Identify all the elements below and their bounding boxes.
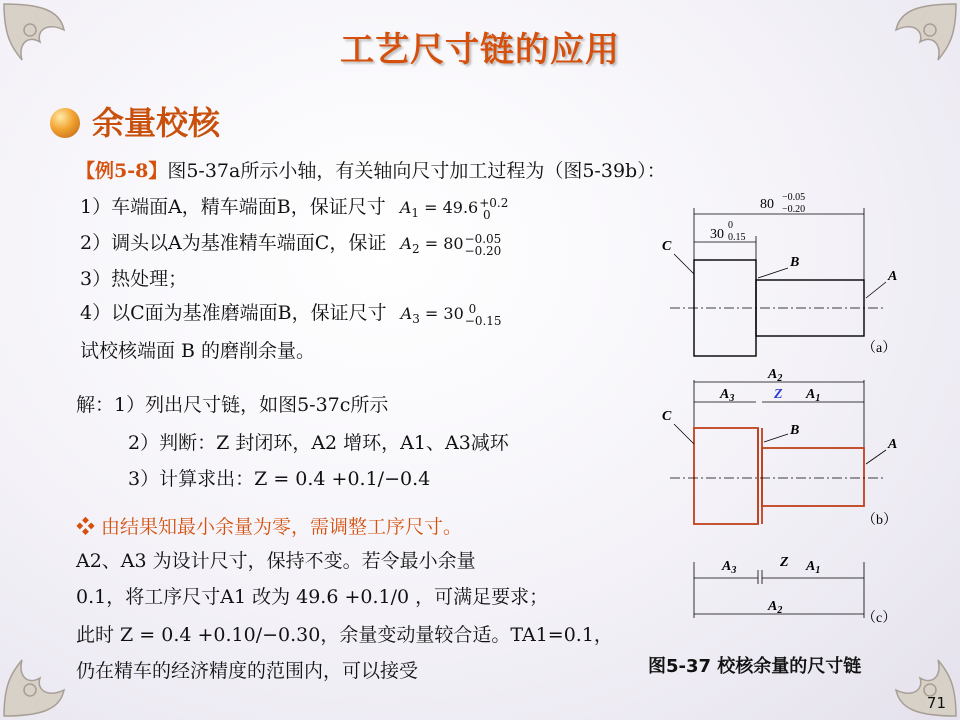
dim-30: 30 — [710, 227, 724, 242]
svg-text:C: C — [662, 239, 672, 254]
step-3-text: 3）热处理； — [80, 268, 188, 290]
svg-text:B: B — [790, 423, 800, 438]
conclusion-1: ❖ 由结果知最小余量为零，需调整工序尺寸。 — [76, 516, 463, 538]
task-line: 试校核端面 B 的磨削余量。 — [80, 340, 316, 362]
svg-text:Z: Z — [780, 555, 789, 570]
example-intro-line — [76, 156, 666, 183]
figure-c — [694, 555, 896, 626]
svg-text:（b）: （b） — [862, 513, 897, 528]
svg-text:C: C — [662, 409, 672, 424]
svg-text:0: 0 — [728, 220, 733, 231]
svg-text:A1: $A_1$ — [806, 387, 821, 404]
step-1-formula: $A_1 = 49.6$ +0.2 0 — [399, 195, 509, 222]
solution-1: 解：1）列出尺寸链，如图5-37c所示 — [76, 394, 389, 416]
example-tag: 【例5-8】 — [76, 160, 168, 182]
svg-text:B: B — [790, 255, 800, 270]
step-1-text: 1）车端面A，精车端面B，保证尺寸 — [80, 196, 386, 218]
step-1 — [80, 192, 508, 221]
svg-text:（a）: （a） — [862, 341, 897, 356]
conclusion-5: 仍在精车的经济精度的范围内，可以接受 — [76, 660, 419, 682]
conclusion-2: A2、A3 为设计尺寸，保持不变。若令最小余量 — [76, 550, 476, 572]
svg-text:A2: $A_2$ — [768, 599, 783, 616]
step-4 — [80, 298, 502, 327]
page-number: 71 — [926, 694, 946, 712]
solution-3: 3）计算求出：Z = 0.4 +0.1/−0.4 — [128, 468, 431, 490]
svg-text:A2: $A_2$ — [768, 367, 783, 384]
svg-text:A3: $A_3$ — [720, 387, 735, 404]
solution-2: 2）判断：Z 封闭环，A2 增环，A1、A3减环 — [128, 432, 509, 454]
svg-text:−0.20: −0.20 — [782, 204, 806, 215]
svg-text:Z: Z — [774, 387, 783, 402]
svg-text:A: A — [888, 437, 898, 452]
conclusion-4: 此时 Z = 0.4 +0.10/−0.30，余量变动量较合适。TA1=0.1， — [76, 624, 613, 646]
dim-80: 80 — [760, 197, 774, 212]
svg-text:0.15: 0.15 — [728, 232, 746, 243]
section-subtitle: 余量校核 — [92, 104, 221, 142]
step-2-formula: $A_2 = 80$ −0.05 −0.20 — [400, 231, 502, 258]
example-intro: 图5-37a所示小轴，有关轴向尺寸加工过程为（图5-39b）： — [167, 160, 666, 182]
figure-caption: 图5-37 校核余量的尺寸链 — [648, 656, 862, 677]
dimension-chain-figure — [650, 180, 910, 650]
slide-title: 工艺尺寸链的应用 — [340, 30, 620, 70]
svg-text:A1: $A_1$ — [806, 559, 821, 576]
step-4-text: 4）以C面为基准磨端面B，保证尺寸 — [80, 302, 387, 324]
figure-a — [662, 192, 897, 356]
figure-b — [662, 367, 897, 528]
svg-text:A: A — [888, 269, 898, 284]
svg-text:A3: $A_3$ — [722, 559, 737, 576]
step-2-text: 2）调头以A为基准精车端面C，保证 — [80, 232, 387, 254]
step-3 — [80, 264, 187, 291]
step-2 — [80, 228, 501, 257]
step-4-formula: $A_3 = 30$ 0 −0.15 — [400, 301, 502, 328]
svg-text:−0.05: −0.05 — [782, 192, 806, 203]
conclusion-3: 0.1，将工序尺寸A1 改为 49.6 +0.1/0 ，可满足要求； — [76, 586, 549, 608]
bullet-orb-icon — [50, 108, 80, 138]
svg-text:（c）: （c） — [862, 611, 897, 626]
